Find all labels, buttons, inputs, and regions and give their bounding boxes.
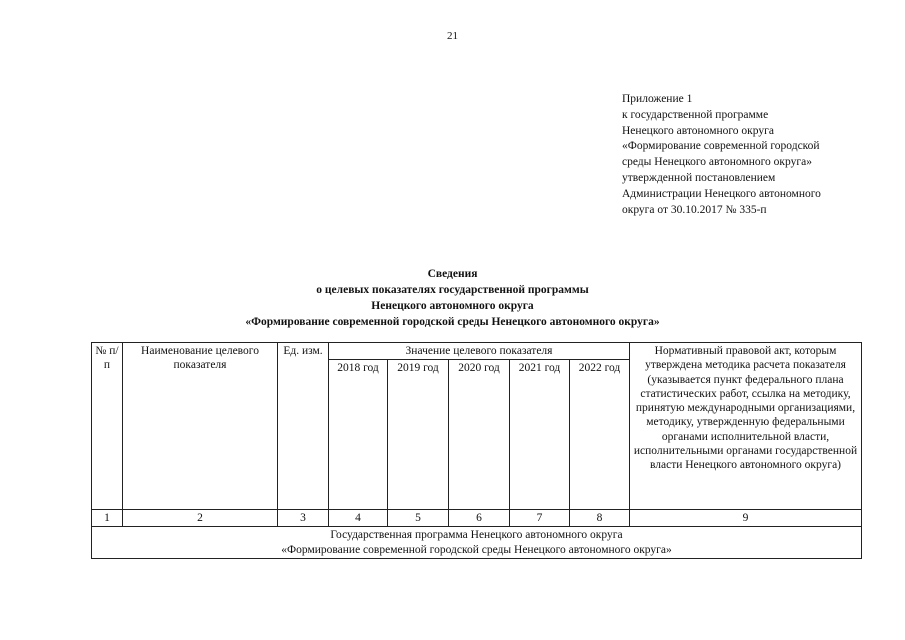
document-title	[0, 266, 905, 330]
title-line: Ненецкого автономного округа	[371, 300, 534, 312]
header-number: № п/п	[92, 343, 123, 510]
column-number: 1	[92, 510, 123, 527]
column-number: 6	[449, 510, 510, 527]
header-year: 2018 год	[329, 360, 388, 510]
header-normative-act: Нормативный правовой акт, которым утверждена методика расчета показателя (указывается пункт федерального плана статистических работ, ссылка на методику, принятую международными организациями, методику, утвержденную федеральными органами исполнительной власти, исполнительными органами государственной власти Ненецкого автономного округа)	[630, 343, 862, 510]
appendix-line: утвержденной постановлением	[622, 171, 776, 184]
header-unit: Ед. изм.	[278, 343, 329, 510]
appendix-line: «Формирование современной городской	[622, 140, 820, 153]
header-year: 2021 год	[510, 360, 570, 510]
column-number: 5	[388, 510, 449, 527]
column-number: 9	[630, 510, 862, 527]
column-number: 8	[570, 510, 630, 527]
column-number: 2	[123, 510, 278, 527]
appendix-note	[622, 92, 892, 218]
header-year: 2022 год	[570, 360, 630, 510]
indicators-table	[91, 342, 862, 559]
appendix-line: округа от 30.10.2017 № 335-п	[622, 203, 767, 216]
appendix-line: к государственной программе	[622, 108, 769, 121]
appendix-line: Приложение 1	[622, 93, 693, 105]
column-number: 7	[510, 510, 570, 527]
appendix-line: Ненецкого автономного округа	[622, 124, 774, 137]
header-year: 2019 год	[388, 360, 449, 510]
title-line: о целевых показателях государственной программы	[316, 284, 589, 296]
column-number: 4	[329, 510, 388, 527]
page-number: 21	[447, 30, 458, 42]
title-line: «Формирование современной городской среды Ненецкого автономного округа»	[245, 316, 660, 328]
header-target-value: Значение целевого показателя	[329, 343, 630, 360]
title-line: Сведения	[427, 268, 478, 280]
program-row-line: Государственная программа Ненецкого автономного округа	[330, 529, 623, 542]
program-row	[92, 527, 862, 559]
appendix-line: среды Ненецкого автономного округа»	[622, 156, 812, 169]
appendix-line: Администрации Ненецкого автономного	[622, 187, 821, 200]
header-indicator-name: Наименование целевого показателя	[123, 343, 278, 510]
header-year: 2020 год	[449, 360, 510, 510]
program-row-line: «Формирование современной городской среды Ненецкого автономного округа»	[281, 543, 672, 556]
column-number: 3	[278, 510, 329, 527]
